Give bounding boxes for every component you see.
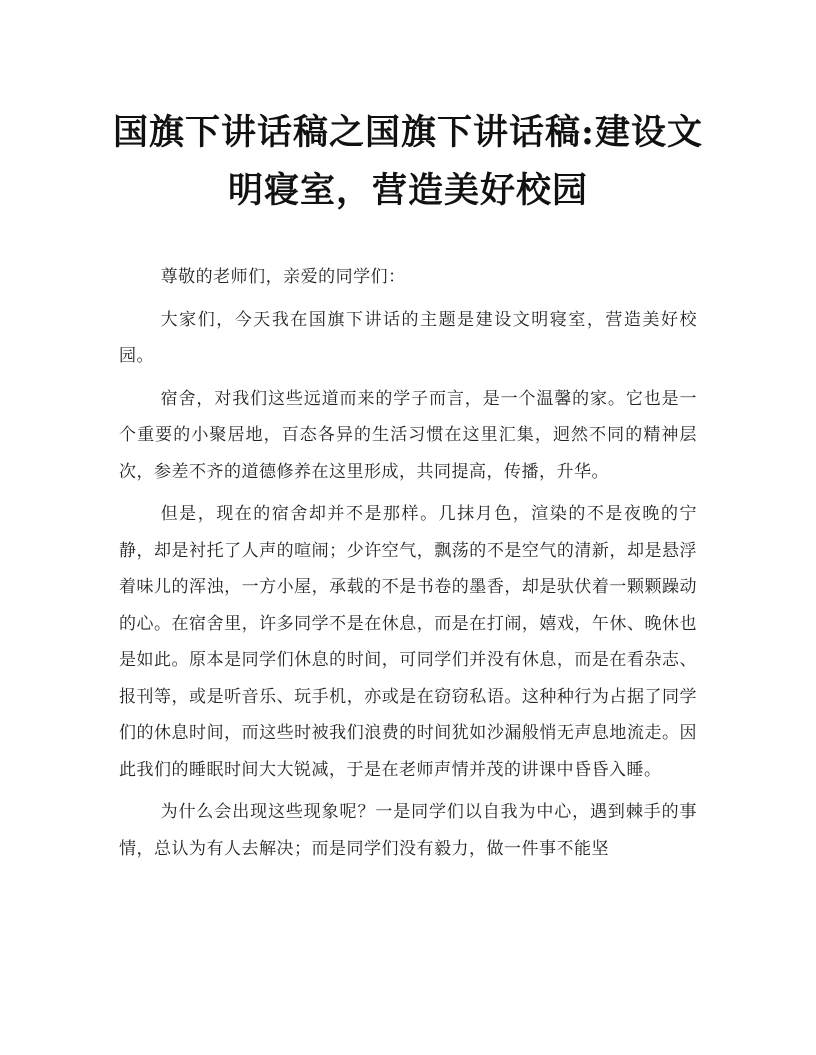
paragraph-problems: 但是，现在的宿舍却并不是那样。几抹月色，渲染的不是夜晚的宁静，却是衬托了人声的喧闹；少许空气，飘荡的不是空气的清新，却是悬浮着味儿的浑浊，一方小屋，承载的不是书卷的墨香，却是驮伏着一颗颗躁动的心。在宿舍里，许多同学不是在休息，而是在打闹，嬉戏，午休、晚休也是如此。原本是同学们休息的时间，可同学们并没有休息，而是在看杂志、报刊等，或是听音乐、玩手机，亦或是在窃窃私语。这种种行为占据了同学们的休息时间，而这些时被我们浪费的时间犹如沙漏般悄无声息地流走。因此我们的睡眠时间大大锐减，于是在老师声情并茂的讲课中昏昏入睡。 <box>119 504 697 780</box>
document-body <box>119 259 697 873</box>
paragraph-reasons: 为什么会出现这些现象呢？一是同学们以自我为中心，遇到棘手的事情，总认为有人去解决；而是同学们没有毅力，做一件事不能坚 <box>119 802 697 859</box>
paragraph-dormitory: 宿舍，对我们这些远道而来的学子而言，是一个温馨的家。它也是一个重要的小聚居地，百态各异的生活习惯在这里汇集，迥然不同的精神层次，参差不齐的道德修养在这里形成，共同提高，传播，升华。 <box>119 388 697 482</box>
document-title: 国旗下讲话稿之国旗下讲话稿:建设文明寝室，营造美好校园 <box>113 112 703 211</box>
paragraph-topic: 大家们，今天我在国旗下讲话的主题是建设文明寝室，营造美好校园。 <box>119 309 697 366</box>
paragraph-greeting: 尊敬的老师们，亲爱的同学们： <box>160 267 406 287</box>
